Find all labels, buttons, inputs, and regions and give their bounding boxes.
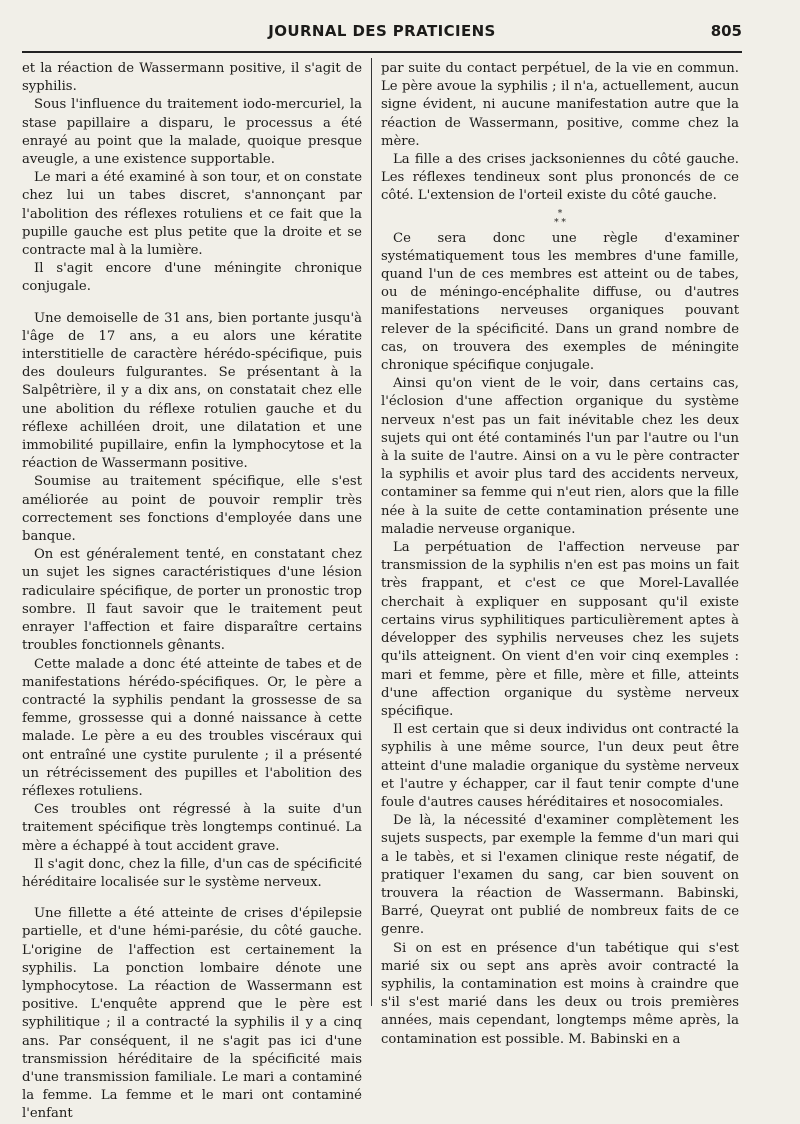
- paragraph: et la réaction de Wassermann positive, il s'agit de syphilis.: [22, 61, 362, 95]
- paragraph: Soumise au traitement spécifique, elle s'est améliorée au point de pouvoir remplir très correctement ses fonctions d'employée dans une banque.: [22, 474, 362, 545]
- paragraph: Si on est en présence d'un tabétique qui s'est marié six ou sept ans après avoir contracté la syphilis, la contamination est moins à craindre que s'il s'est marié dans les deux ou trois premières années, mais cependant, longtemps même après, la contamination est possible. M. Babinski en a: [381, 940, 739, 1047]
- paragraph: Il s'agit donc, chez la fille, d'un cas de spécificité héréditaire localisée sur le système nerveux.: [22, 856, 362, 890]
- paragraph: Une fillette a été atteinte de crises d'épilepsie partielle, et d'une hémi-parésie, du côté gauche. L'origine de l'affection est certainement la syphilis. La ponction lombaire dénote une lymphocytose. La réaction de Wassermann est positive. L'enquête apprend que le père est syphilitique ; il a contracté la syphilis il y a cinq ans. Par conséquent, il ne s'agit pas ici d'une transmission héréditaire de la spécificité mais d'une transmission familiale. Le mari a contaminé la femme. La femme et le mari ont contaminé l'enfant: [22, 906, 362, 1122]
- journal-title: JOURNAL DES PRATICIENS: [268, 22, 496, 40]
- separator-star-top: *: [557, 208, 563, 219]
- left-column: [22, 60, 362, 1124]
- separator-stars-bottom: * *: [554, 217, 566, 228]
- paragraph: Il s'agit encore d'une méningite chronique conjugale.: [22, 261, 362, 295]
- paragraph: La perpétuation de l'affection nerveuse par transmission de la syphilis n'en est pas moins un fait très frappant, et c'est ce que Morel-Lavallée cherchait à expliquer en supposant qu'il existe certains virus syphilitiques particulièrement aptes à développer des syphilis nerveuses chez les sujets qu'ils atteignent. On vient d'en voir cinq exemples : mari et femme, père et fille, mère et fille, atteints d'une affection organique du système nerveux spécifique.: [381, 540, 739, 719]
- page-number: 805: [710, 22, 742, 40]
- paragraph: Il est certain que si deux individus ont contracté la syphilis à une même source, l'un deux peut être atteint d'une maladie organique du système nerveux et l'autre y échapper, car il faut tenir compte d'une foule d'autres causes héréditaires et nosocomiales.: [381, 722, 739, 810]
- page-header: [22, 20, 742, 48]
- right-column: [381, 60, 739, 1049]
- paragraph: Ainsi qu'on vient de le voir, dans certains cas, l'éclosion d'une affection organique du système nerveux n'est pas un fait inévitable chez les deux sujets qui ont été contaminés l'un par l'autre ou l'un à la suite de l'autre. Ainsi on a vu le père contracter la syphilis et avoir plus tard des accidents nerveux, contaminer sa femme qui n'eut rien, alors que la fille née à la suite de cette contamination présente une maladie nerveuse organique.: [381, 376, 739, 537]
- paragraph: Sous l'influence du traitement iodo-mercuriel, la stase papillaire a disparu, le processus a été enrayé au point que la malade, quoique presque aveugle, a une existence supportable.: [22, 97, 362, 168]
- paragraph: Ce sera donc une règle d'examiner systématiquement tous les membres d'une famille, quand l'un de ces membres est atteint ou de tabes, ou de méningo-encéphalite diffuse, ou d'autres manifestations nerveuses organiques pouvant relever de la spécificité. Dans un grand nombre de cas, on trouvera des exemples de méningite chronique spécifique conjugale.: [381, 230, 739, 374]
- paragraph: On est généralement tenté, en constatant chez un sujet les signes caractéristiques d'une lésion radiculaire spécifique, de porter un pronostic trop sombre. Il faut savoir que le traitement peut enrayer l'affection et faire disparaître certains troubles fonctionnels gênants.: [22, 547, 362, 654]
- paragraph: Ces troubles ont régressé à la suite d'un traitement spécifique très longtemps continué. La mère a échappé à tout accident grave.: [22, 802, 362, 854]
- section-separator: [381, 206, 739, 230]
- header-rule: [22, 51, 742, 53]
- paragraph: Cette malade a donc été atteinte de tabes et de manifestations hérédo-spécifiques. Or, le père a contracté la syphilis pendant la grossesse de sa femme, grossesse qui a donné naissance à cette malade. Le père a eu des troubles viscéraux qui ont entraîné une cystite purulente ; il a présenté un rétrécissement des pupilles et l'abolition des réflexes rotuliens.: [22, 656, 362, 799]
- paragraph: par suite du contact perpétuel, de la vie en commun. Le père avoue la syphilis ; il n'a, actuellement, aucun signe évident, ni aucune manifestation autre que la réaction de Wassermann, positive, comme chez la mère.: [381, 61, 739, 149]
- column-divider: [371, 58, 372, 1006]
- paragraph: De là, la nécessité d'examiner complètement les sujets suspects, par exemple la femme d'un mari qui a le tabès, et si l'examen clinique reste négatif, de pratiquer l'examen du sang, car bien souvent on trouvera la réaction de Wassermann. Babinski, Barré, Queyrat ont publié de nombreux faits de ce genre.: [381, 813, 739, 938]
- paragraph: Le mari a été examiné à son tour, et on constate chez lui un tabes discret, s'annonçant par l'abolition des réflexes rotuliens et ce fait que la pupille gauche est plus petite que la droite et se contracte mal à la lumière.: [22, 170, 362, 259]
- paragraph: La fille a des crises jacksoniennes du côté gauche. Les réflexes tendineux sont plus prononcés de ce côté. L'extension de l'orteil existe du côté gauche.: [381, 152, 739, 204]
- paragraph: Une demoiselle de 31 ans, bien portante jusqu'à l'âge de 17 ans, a eu alors une kératite interstitielle de caractère hérédo-spécifique, puis des douleurs fulgurantes. Se présentant à la Salpêtrière, il y a dix ans, on constatait chez elle une abolition du réflexe rotulien gauche et du réflexe achilléen droit, une dilatation et une immobilité pupillaire, enfin la lymphocytose et la réaction de Wassermann positive.: [22, 310, 362, 472]
